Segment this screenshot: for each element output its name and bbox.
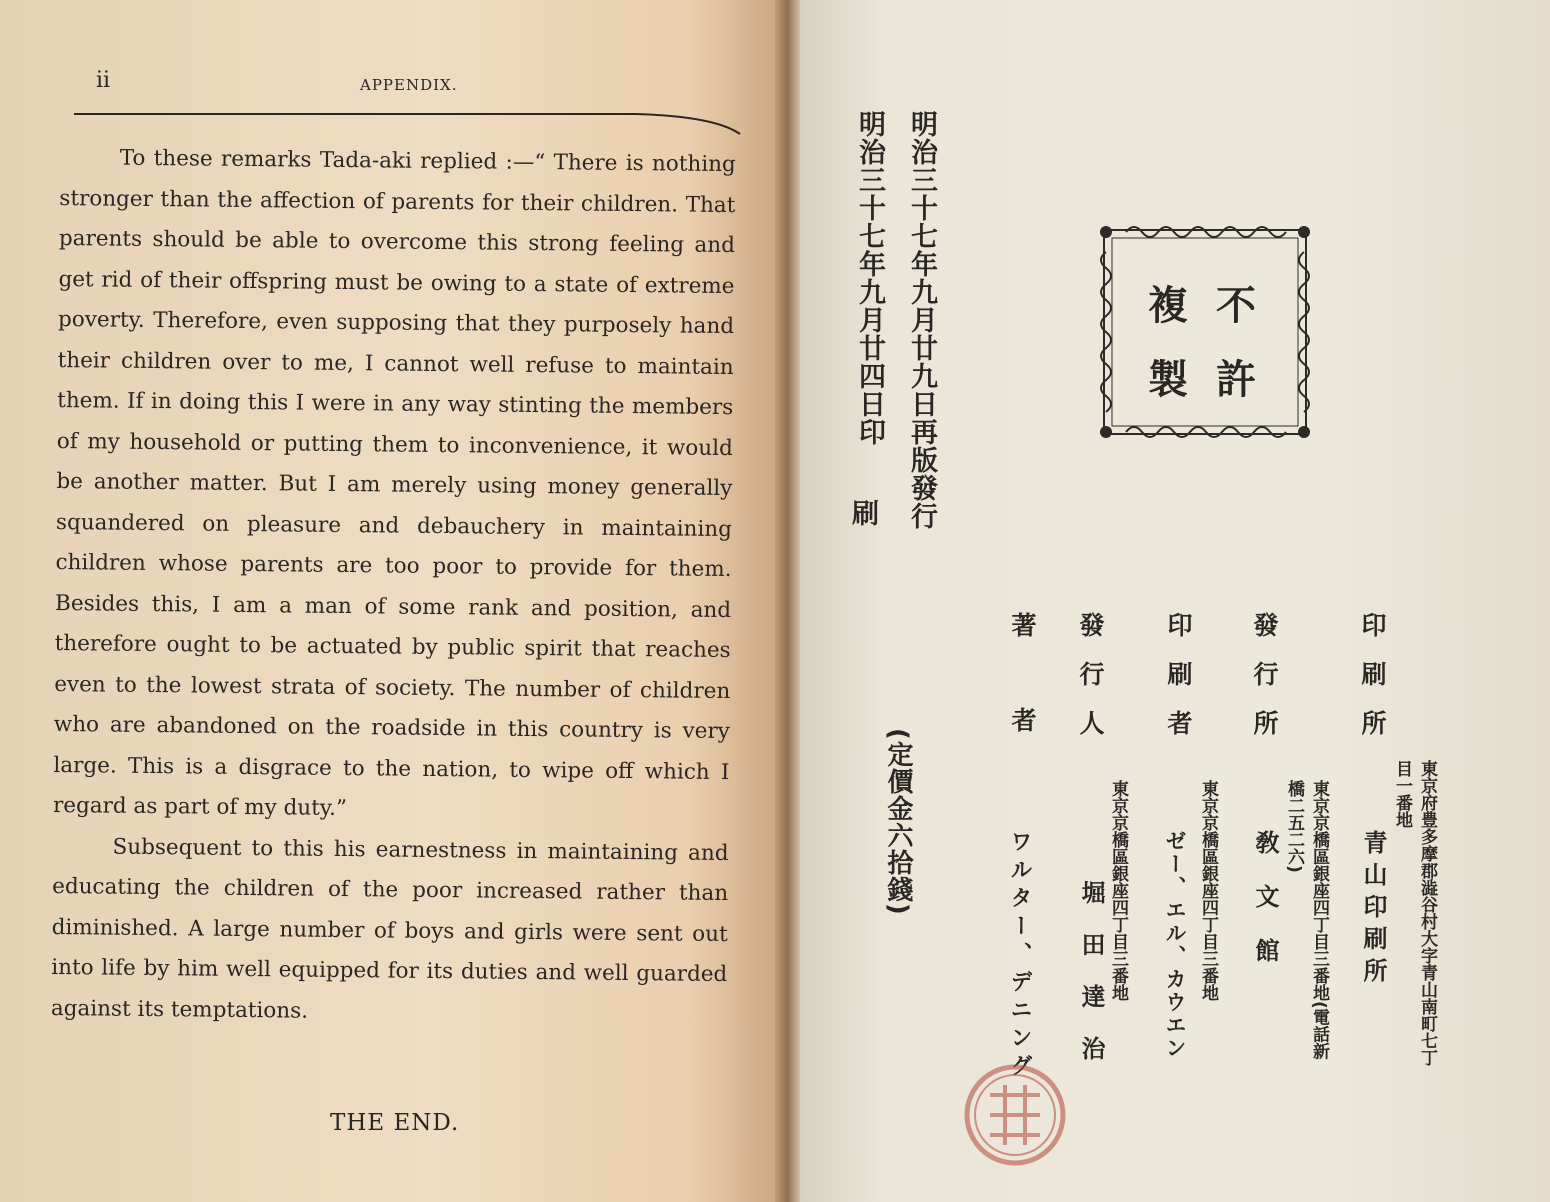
colophon-address-printing-office: 東京府豊多摩郡澁谷村大字青山南町七丁目一番地: [1392, 760, 1437, 1066]
reissue-date: 明治三十七年九月廿九日再版發行: [906, 110, 937, 530]
copyright-stamp: [1096, 222, 1314, 442]
colophon-name-author: ワルター、デニング: [1007, 830, 1032, 1082]
header-rule: [74, 110, 742, 136]
paragraph-2: Subsequent to this his earnestness in maintaining and educating the children of the poor increased rather than diminished. A large number of boys and girls were sent out into life by him well equipped for its duties and well guarded against its temptations.: [50, 834, 729, 1024]
colophon-label-publishing-house: 發行所: [1250, 612, 1279, 759]
stamp-char-3: 複: [1148, 283, 1188, 329]
print-date: 明治三十七年九月廿四日印: [854, 110, 885, 446]
the-end-text: THE END.: [330, 1110, 460, 1136]
colophon-label-publisher: 發行人: [1076, 612, 1105, 759]
colophon-name-printer: ゼー、エル、カウエン: [1163, 830, 1187, 1060]
print-date-last-char: 刷: [852, 499, 879, 530]
colophon-label-printing-office: 印刷所: [1358, 612, 1387, 759]
seal-stamp-icon: [960, 1060, 1070, 1170]
colophon-address-printer: 東京京橋區銀座四丁目三番地: [1198, 780, 1218, 1001]
body-text: [51, 138, 736, 1036]
page-number: ii: [96, 68, 111, 93]
paragraph-1: To these remarks Tada-aki replied :—“ There is nothing stronger than the affection of parents for their children. That parents should be able to overcome this strong feeling and get rid of their offspring must be owing to a state of extreme poverty. Therefore, even supposing that they purposely hand their children over to me, I cannot well refuse to maintain them. If in doing this I were in any way stinting the members of my household or putting them to inconvenience, it would be another matter. But I am merely using money generally squandered on pleasure and debauchery in maintaining children whose parents are too poor to provide for them. Besides this, I am a man of some rank and position, and therefore ought to be actuated by public spirit that reaches even to the lowest strata of society. The number of children who are abandoned on the roadside in this country is very large. This is a disgrace to the nation, to wipe off which I regard as part of my duty.”: [52, 145, 736, 822]
colophon-label-author: 著者: [1008, 612, 1037, 802]
colophon-name-publishing-house: 敎文館: [1251, 830, 1279, 992]
ornamental-frame-icon: [1096, 222, 1314, 442]
stamp-char-4: 製: [1148, 357, 1188, 403]
stamp-char-1: 不: [1216, 283, 1256, 329]
colophon-label-printer: 印刷者: [1164, 612, 1193, 759]
price: (定價金六拾錢): [883, 728, 913, 916]
colophon-address-publishing-house: 東京京橋區銀座四丁目三番地(電話新橋二五二六): [1284, 780, 1329, 1060]
book-gutter: [775, 0, 803, 1202]
running-head: APPENDIX.: [360, 76, 458, 94]
colophon-address-publisher: 東京京橋區銀座四丁目三番地: [1108, 780, 1128, 1001]
colophon-name-printing-office: 青山印刷所: [1359, 830, 1387, 990]
stamp-char-2: 許: [1216, 357, 1256, 403]
colophon-name-publisher: 堀田達治: [1077, 880, 1105, 1088]
